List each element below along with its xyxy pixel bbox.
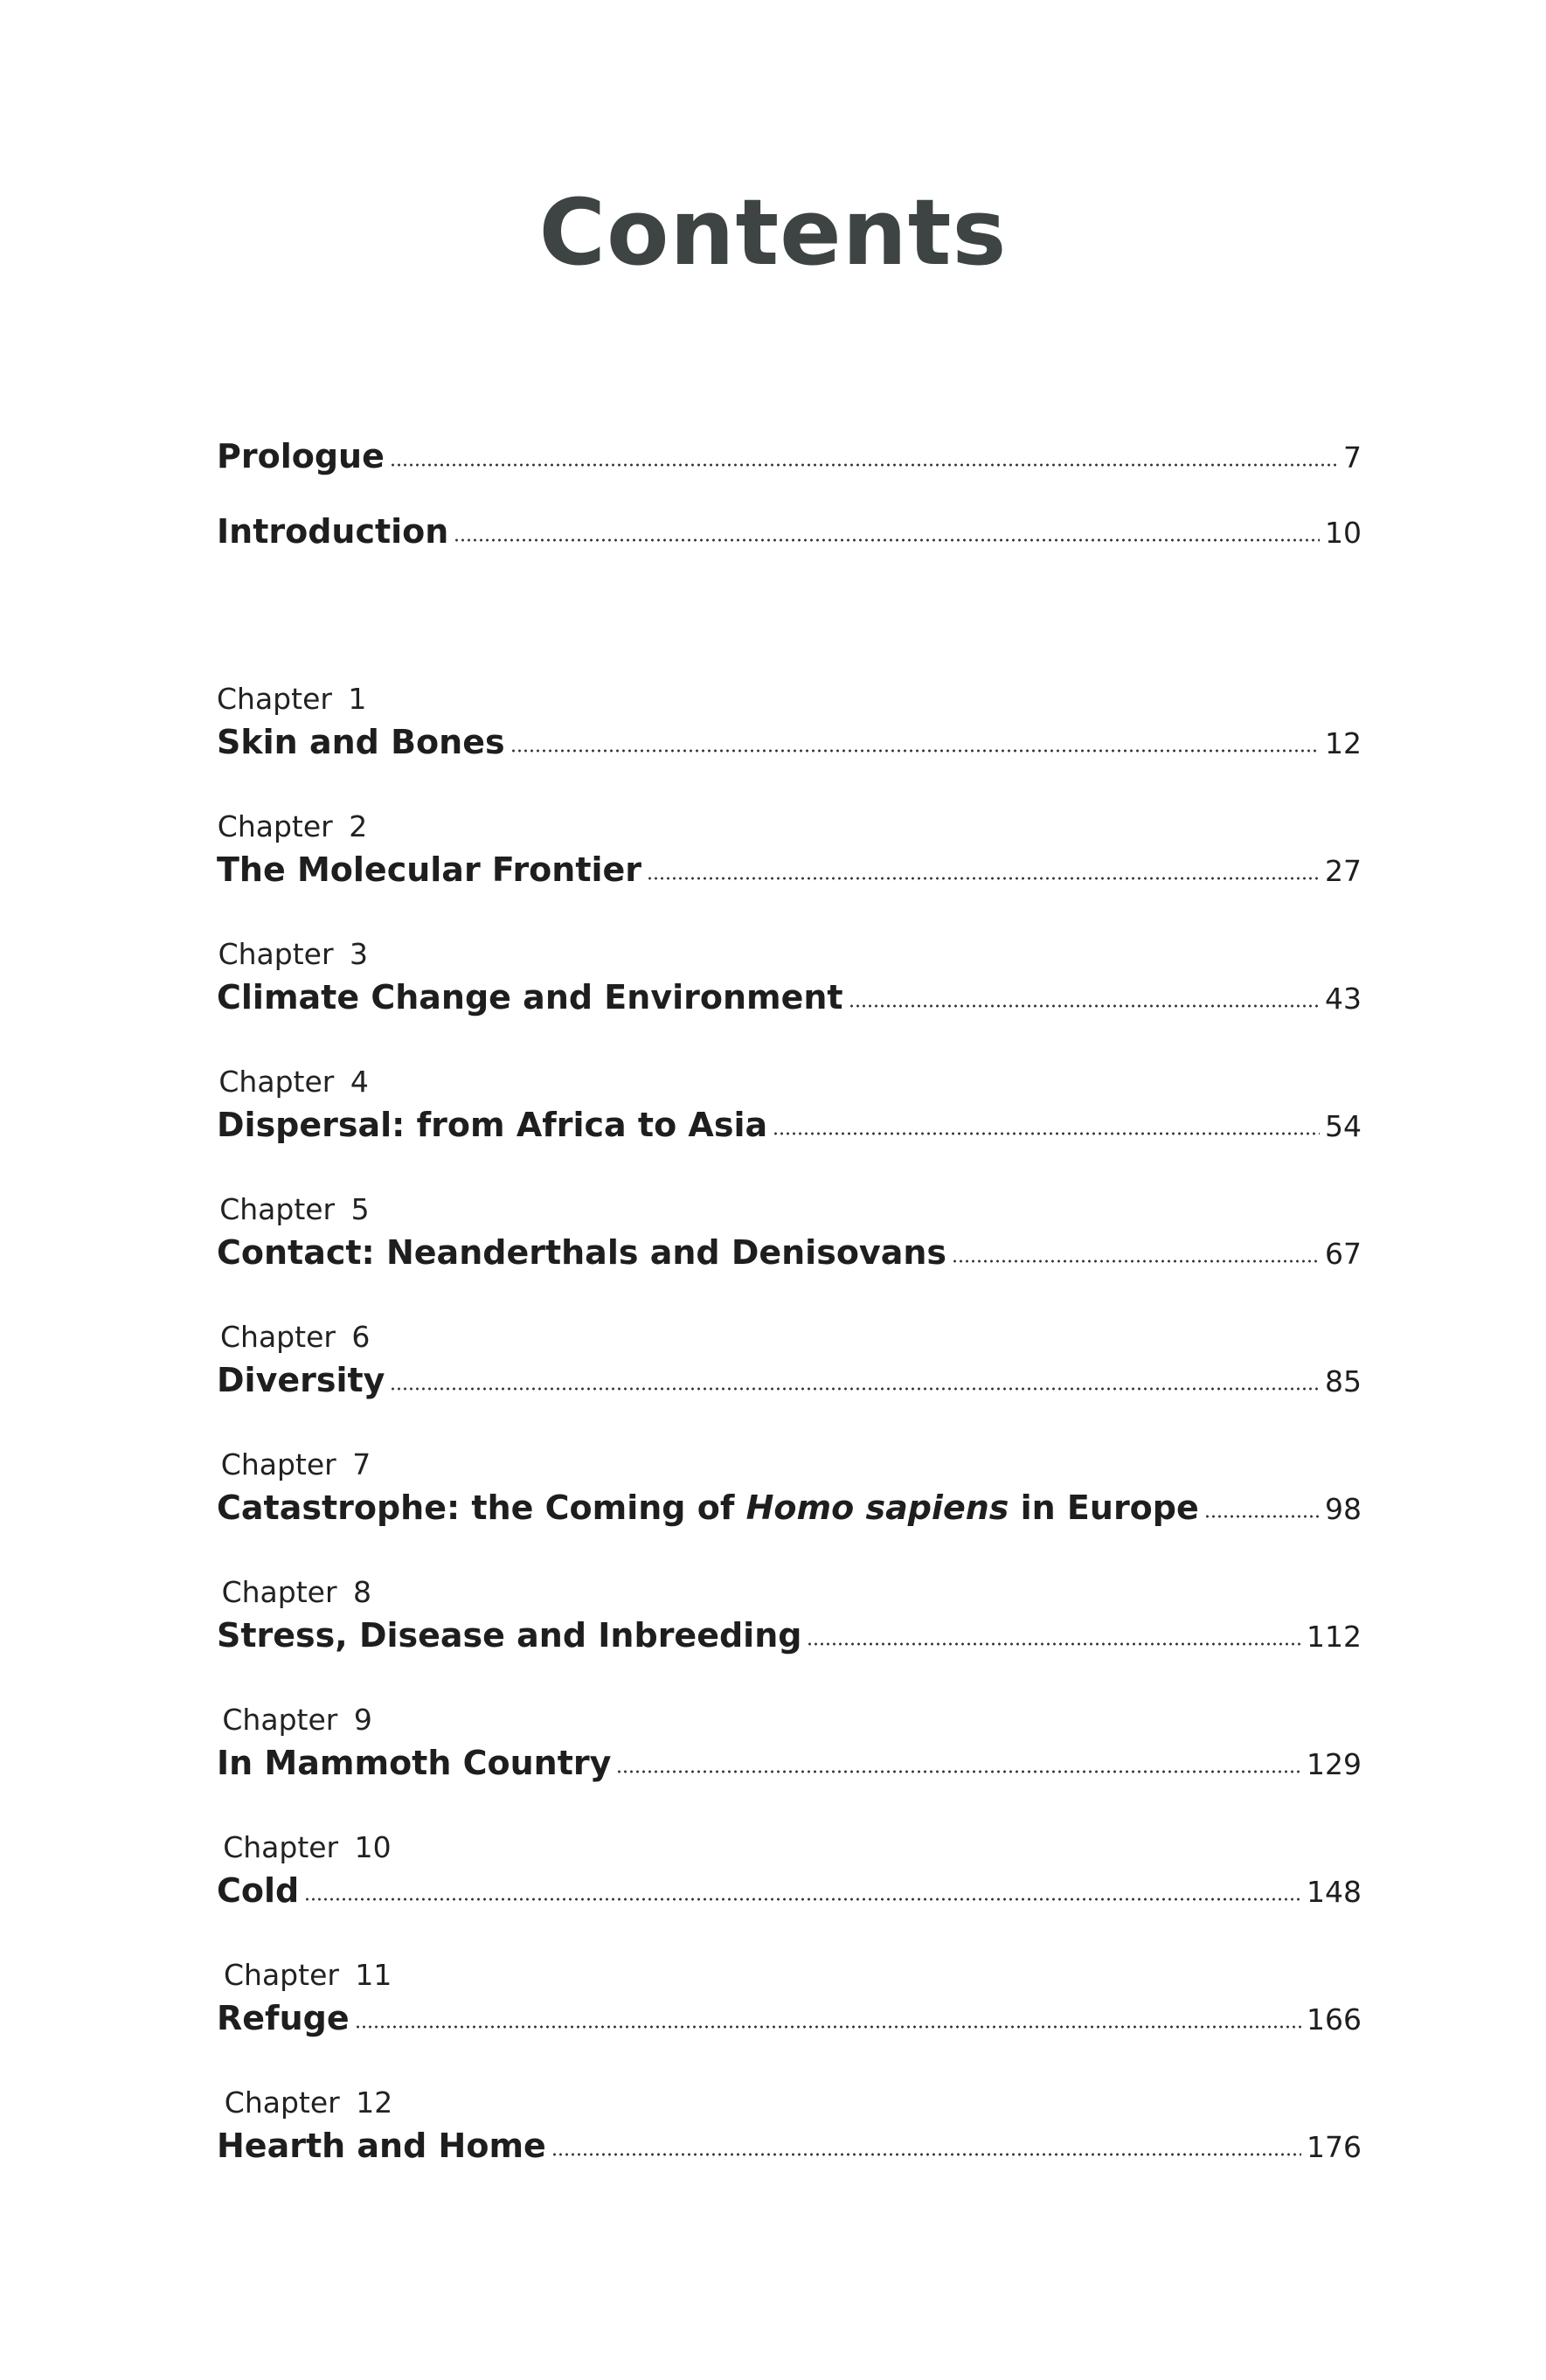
page-number: 67 (1325, 1237, 1362, 1271)
dot-leader (952, 1259, 1320, 1264)
page-number: 166 (1307, 2002, 1362, 2037)
dot-leader (304, 1897, 1301, 1902)
entry-title-part: Catastrophe: the Coming of (217, 1488, 746, 1527)
page-number: 54 (1325, 1109, 1362, 1143)
entry-title: Climate Change and Environment (217, 978, 843, 1017)
entry-title: Prologue (217, 437, 385, 475)
entry-title: Hearth and Home (217, 2127, 546, 2165)
entry-title: Refuge (217, 1999, 350, 2037)
entry-title: Dispersal: from Africa to Asia (217, 1106, 768, 1144)
toc-entry-chapter-12[interactable] (217, 2127, 1362, 2165)
chapter-label: Chapter 11 (224, 1958, 392, 1992)
chapter-label: Chapter 2 (217, 809, 368, 843)
entry-title: Introduction (217, 512, 449, 551)
dot-leader (807, 1641, 1301, 1647)
chapter-label: Chapter 6 (220, 1320, 371, 1354)
dot-leader (773, 1131, 1320, 1136)
chapter-label: Chapter 9 (222, 1703, 372, 1737)
dot-leader (454, 538, 1320, 543)
toc-entry-chapter-6[interactable] (217, 1361, 1362, 1399)
page-number: 12 (1325, 726, 1362, 760)
toc-entry-chapter-3[interactable] (217, 978, 1362, 1017)
entry-title: Cold (217, 1871, 300, 1910)
page-number: 85 (1325, 1364, 1362, 1398)
chapter-label: Chapter 4 (218, 1065, 369, 1099)
entry-title: Stress, Disease and Inbreeding (217, 1616, 802, 1655)
page-number: 129 (1307, 1747, 1362, 1781)
dot-leader (551, 2152, 1301, 2157)
entry-title: The Molecular Frontier (217, 850, 642, 889)
entry-title: In Mammoth Country (217, 1744, 612, 1782)
dot-leader (849, 1003, 1320, 1009)
page-number: 176 (1307, 2130, 1362, 2164)
entry-title: Contact: Neanderthals and Denisovans (217, 1233, 947, 1272)
dot-leader (616, 1769, 1301, 1774)
chapter-label: Chapter 3 (218, 937, 369, 971)
page-title: Contents (538, 179, 1008, 286)
toc-entry-chapter-1[interactable] (217, 723, 1362, 761)
entry-title-italic: Homo sapiens (745, 1488, 1009, 1527)
page-number: 7 (1343, 441, 1362, 475)
page-number: 98 (1325, 1492, 1362, 1526)
dot-leader (355, 2024, 1301, 2030)
page-number: 43 (1325, 982, 1362, 1016)
entry-title (217, 1488, 1199, 1527)
entry-title: Diversity (217, 1361, 385, 1399)
page-number: 112 (1307, 1620, 1362, 1654)
dot-leader (390, 1386, 1320, 1391)
dot-leader (390, 462, 1338, 468)
toc-entry-chapter-5[interactable] (217, 1233, 1362, 1272)
chapter-label: Chapter 5 (219, 1192, 370, 1226)
toc-entry-chapter-7[interactable] (217, 1488, 1362, 1527)
toc-entry-chapter-9[interactable] (217, 1744, 1362, 1782)
toc-entry-chapter-2[interactable] (217, 850, 1362, 889)
toc-entry-introduction[interactable] (217, 512, 1362, 551)
chapter-label: Chapter 10 (223, 1830, 392, 1864)
page-number: 148 (1307, 1875, 1362, 1909)
entry-title: Skin and Bones (217, 723, 505, 761)
chapter-label: Chapter 12 (224, 2085, 393, 2120)
page-number: 27 (1325, 854, 1362, 888)
page-number: 10 (1325, 516, 1362, 550)
chapter-label: Chapter 8 (221, 1575, 372, 1609)
entry-title-part: in Europe (1009, 1488, 1199, 1527)
toc-entry-chapter-8[interactable] (217, 1616, 1362, 1655)
toc-entry-prologue[interactable] (217, 437, 1362, 475)
toc-entry-chapter-11[interactable] (217, 1999, 1362, 2037)
chapter-label: Chapter 7 (220, 1447, 371, 1481)
dot-leader (647, 876, 1320, 881)
dot-leader (1204, 1514, 1320, 1519)
toc-entry-chapter-10[interactable] (217, 1871, 1362, 1910)
toc-entry-chapter-4[interactable] (217, 1106, 1362, 1144)
dot-leader (510, 748, 1320, 753)
chapter-label: Chapter 1 (217, 682, 367, 716)
